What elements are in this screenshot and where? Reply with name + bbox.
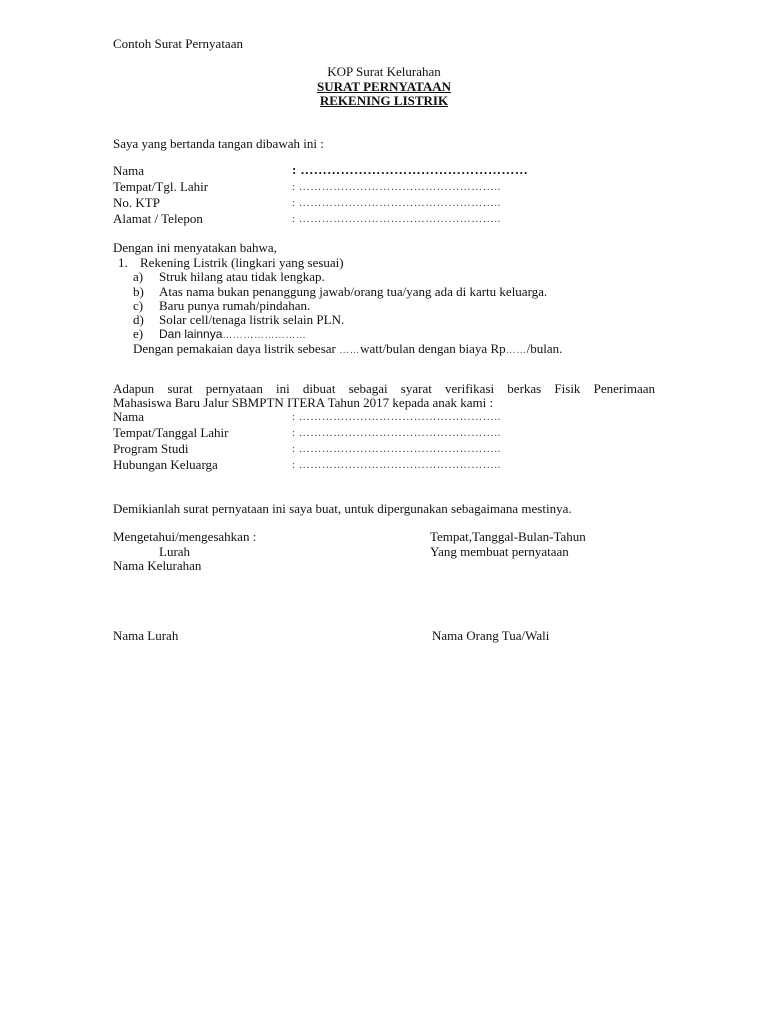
option-letter-e: e) xyxy=(133,326,144,341)
field-value-ttl: : …………………………………………….. xyxy=(292,181,501,193)
field-value-nama: : …………………………………………… xyxy=(292,162,529,177)
option-text-b: Atas nama bukan penanggung jawab/orang tua/yang ada di kartu keluarga. xyxy=(159,284,548,299)
child-label-ttl: Tempat/Tanggal Lahir xyxy=(113,425,229,440)
field-value-alamat: : …………………………………………….. xyxy=(292,213,501,225)
document-caption: Contoh Surat Pernyataan xyxy=(113,36,243,51)
field-value-ktp: : …………………………………………….. xyxy=(292,197,501,209)
child-value-hubungan: : …………………………………………….. xyxy=(292,459,501,471)
item-number: 1. xyxy=(118,255,128,270)
left-sig-role: Lurah xyxy=(159,544,191,559)
child-label-nama: Nama xyxy=(113,409,145,424)
document-subtitle: REKENING LISTRIK xyxy=(319,93,449,108)
kop-header: KOP Surat Kelurahan xyxy=(327,64,441,79)
left-sig-name: Nama Lurah xyxy=(113,628,179,643)
right-sig-date: Tempat,Tanggal-Bulan-Tahun xyxy=(430,529,586,544)
option-letter-a: a) xyxy=(133,269,144,284)
purpose-line-1: Adapun surat pernyataan ini dibuat sebagai syarat verifikasi berkas Fisik Penerimaan xyxy=(113,381,655,396)
child-value-nama: : …………………………………………….. xyxy=(292,411,501,423)
field-label-ktp: No. KTP xyxy=(113,195,160,210)
option-text-d: Solar cell/tenaga listrik selain PLN. xyxy=(159,312,345,327)
child-value-prodi: : …………………………………………….. xyxy=(292,443,501,455)
option-text-a: Struk hilang atau tidak lengkap. xyxy=(159,269,325,284)
right-sig-role: Yang membuat pernyataan xyxy=(430,544,569,559)
field-label-nama: Nama xyxy=(113,163,145,178)
option-text-c: Baru punya rumah/pindahan. xyxy=(159,298,311,313)
field-label-ttl: Tempat/Tgl. Lahir xyxy=(113,179,209,194)
option-text-e: Dan lainnya…………………… xyxy=(159,327,307,341)
intro-text: Saya yang bertanda tangan dibawah ini : xyxy=(113,136,324,151)
closing-text: Demikianlah surat pernyataan ini saya buat, untuk dipergunakan sebagaimana mestinya. xyxy=(113,501,572,516)
right-sig-name: Nama Orang Tua/Wali xyxy=(432,628,550,643)
usage-line: Dengan pemakaian daya listrik sebesar ……watt/bulan dengan biaya Rp……/bulan. xyxy=(133,341,563,356)
purpose-line-2: Mahasiswa Baru Jalur SBMPTN ITERA Tahun 2017 kepada anak kami : xyxy=(113,395,494,410)
option-letter-b: b) xyxy=(133,284,144,299)
left-sig-heading: Mengetahui/mengesahkan : xyxy=(113,529,257,544)
field-label-alamat: Alamat / Telepon xyxy=(113,211,203,226)
option-letter-d: d) xyxy=(133,312,144,327)
statement-intro: Dengan ini menyatakan bahwa, xyxy=(113,240,277,255)
child-label-prodi: Program Studi xyxy=(113,441,189,456)
item-label: Rekening Listrik (lingkari yang sesuai) xyxy=(140,255,344,270)
child-label-hubungan: Hubungan Keluarga xyxy=(113,457,218,472)
option-letter-c: c) xyxy=(133,298,144,313)
child-value-ttl: : …………………………………………….. xyxy=(292,427,501,439)
document-title: SURAT PERNYATAAN xyxy=(317,79,451,94)
left-sig-kelurahan: Nama Kelurahan xyxy=(113,558,202,573)
